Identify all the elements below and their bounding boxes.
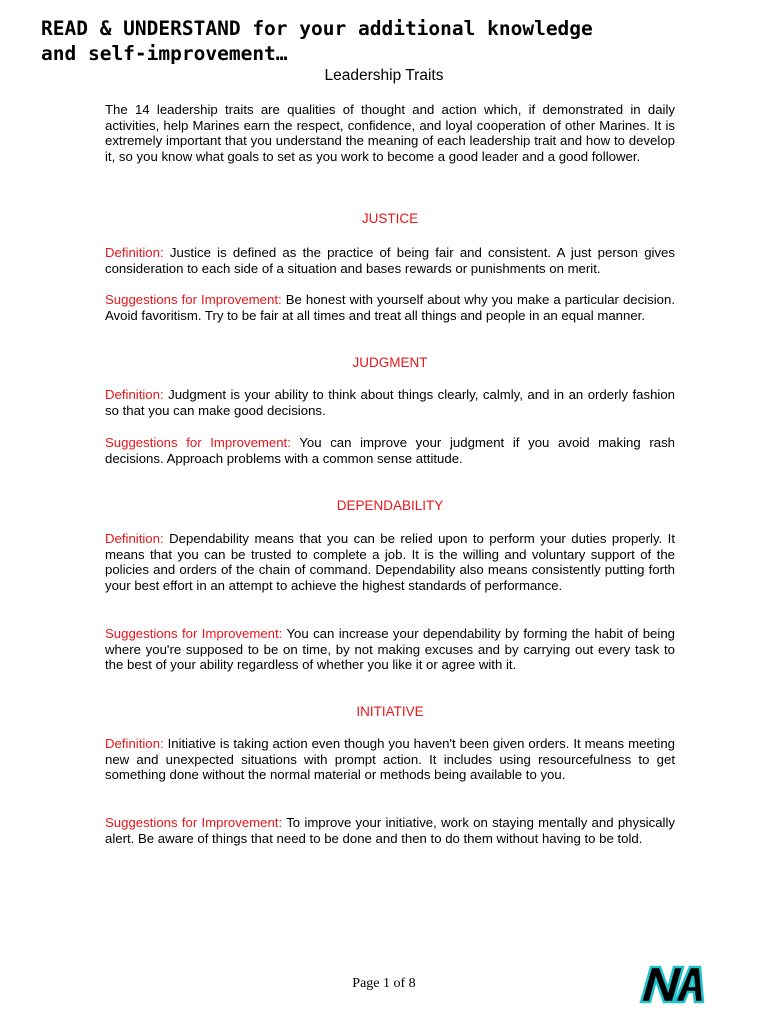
- na-logo-icon: [638, 963, 706, 1005]
- trait-heading-judgment: JUDGMENT: [352, 355, 428, 370]
- intro-paragraph: The 14 leadership traits are qualities of thought and action which, if demonstrated in daily activities, help Marines earn the respect, confidence, and loyal cooperation of other Marines. It is extremely important that you understand the meaning of each leadership trait and how to develop it, so you know what goals to set as you work to become a good leader and a good follower.: [105, 102, 675, 164]
- banner: [41, 16, 741, 66]
- suggestions-label: Suggestions for Improvement:: [105, 815, 283, 830]
- trait-heading-dependability: DEPENDABILITY: [336, 498, 444, 513]
- trait-suggestions-initiative: [105, 815, 675, 846]
- trait-suggestions-judgment: [105, 435, 675, 466]
- trait-heading-justice: JUSTICE: [361, 211, 419, 226]
- trait-definition-judgment: [105, 387, 675, 418]
- suggestions-text: Be honest with yourself about why you make a particular decision. Avoid favoritism. Try to be fair at all times and treat all things and people in an equal manner.: [105, 292, 676, 323]
- suggestions-text: You can increase your dependability by forming the habit of being where you're supposed to be on time, by not making excuses and by carrying out every task to the best of your ability regardless of whether you like it or agree with it.: [105, 626, 675, 672]
- suggestions-label: Suggestions for Improvement:: [105, 435, 291, 450]
- trait-suggestions-justice: [105, 292, 675, 323]
- definition-label: Definition:: [105, 531, 164, 546]
- suggestions-label: Suggestions for Improvement:: [105, 292, 282, 307]
- definition-label: Definition:: [105, 245, 164, 260]
- suggestions-text: You can improve your judgment if you avoid making rash decisions. Approach problems with a common sense attitude.: [105, 435, 675, 466]
- definition-text: Judgment is your ability to think about things clearly, calmly, and in an orderly fashion so that you can make good decisions.: [105, 387, 675, 418]
- definition-text: Justice is defined as the practice of being fair and consistent. A just person gives consideration to each side of a situation and bases rewards or punishments on merit.: [105, 245, 675, 276]
- definition-label: Definition:: [105, 387, 164, 402]
- trait-definition-initiative: [105, 736, 675, 783]
- definition-label: Definition:: [105, 736, 164, 751]
- suggestions-text: To improve your initiative, work on staying mentally and physically alert. Be aware of things that need to be done and then to do them without having to be told.: [105, 815, 675, 846]
- trait-heading-initiative: INITIATIVE: [356, 704, 424, 719]
- trait-definition-dependability: [105, 531, 675, 593]
- banner-line-1: READ & UNDERSTAND for your additional knowledge: [41, 17, 593, 40]
- banner-line-2: and self-improvement…: [41, 42, 288, 65]
- page-number: Page 1 of 8: [352, 976, 416, 991]
- definition-text: Initiative is taking action even though you haven't been given orders. It means meeting new and unexpected situations with prompt action. It includes using resourcefulness to get something done without the normal material or methods being available to you.: [105, 736, 675, 782]
- definition-text: Dependability means that you can be relied upon to perform your duties properly. It means that you can be trusted to complete a job. It is the willing and voluntary support of the policies and orders of the chain of command. Dependability also means consistently putting forth your best effort in an attempt to achieve the highest standards of performance.: [105, 531, 675, 593]
- document-title: Leadership Traits: [324, 67, 444, 84]
- trait-suggestions-dependability: [105, 626, 675, 673]
- trait-definition-justice: [105, 245, 675, 276]
- suggestions-label: Suggestions for Improvement:: [105, 626, 283, 641]
